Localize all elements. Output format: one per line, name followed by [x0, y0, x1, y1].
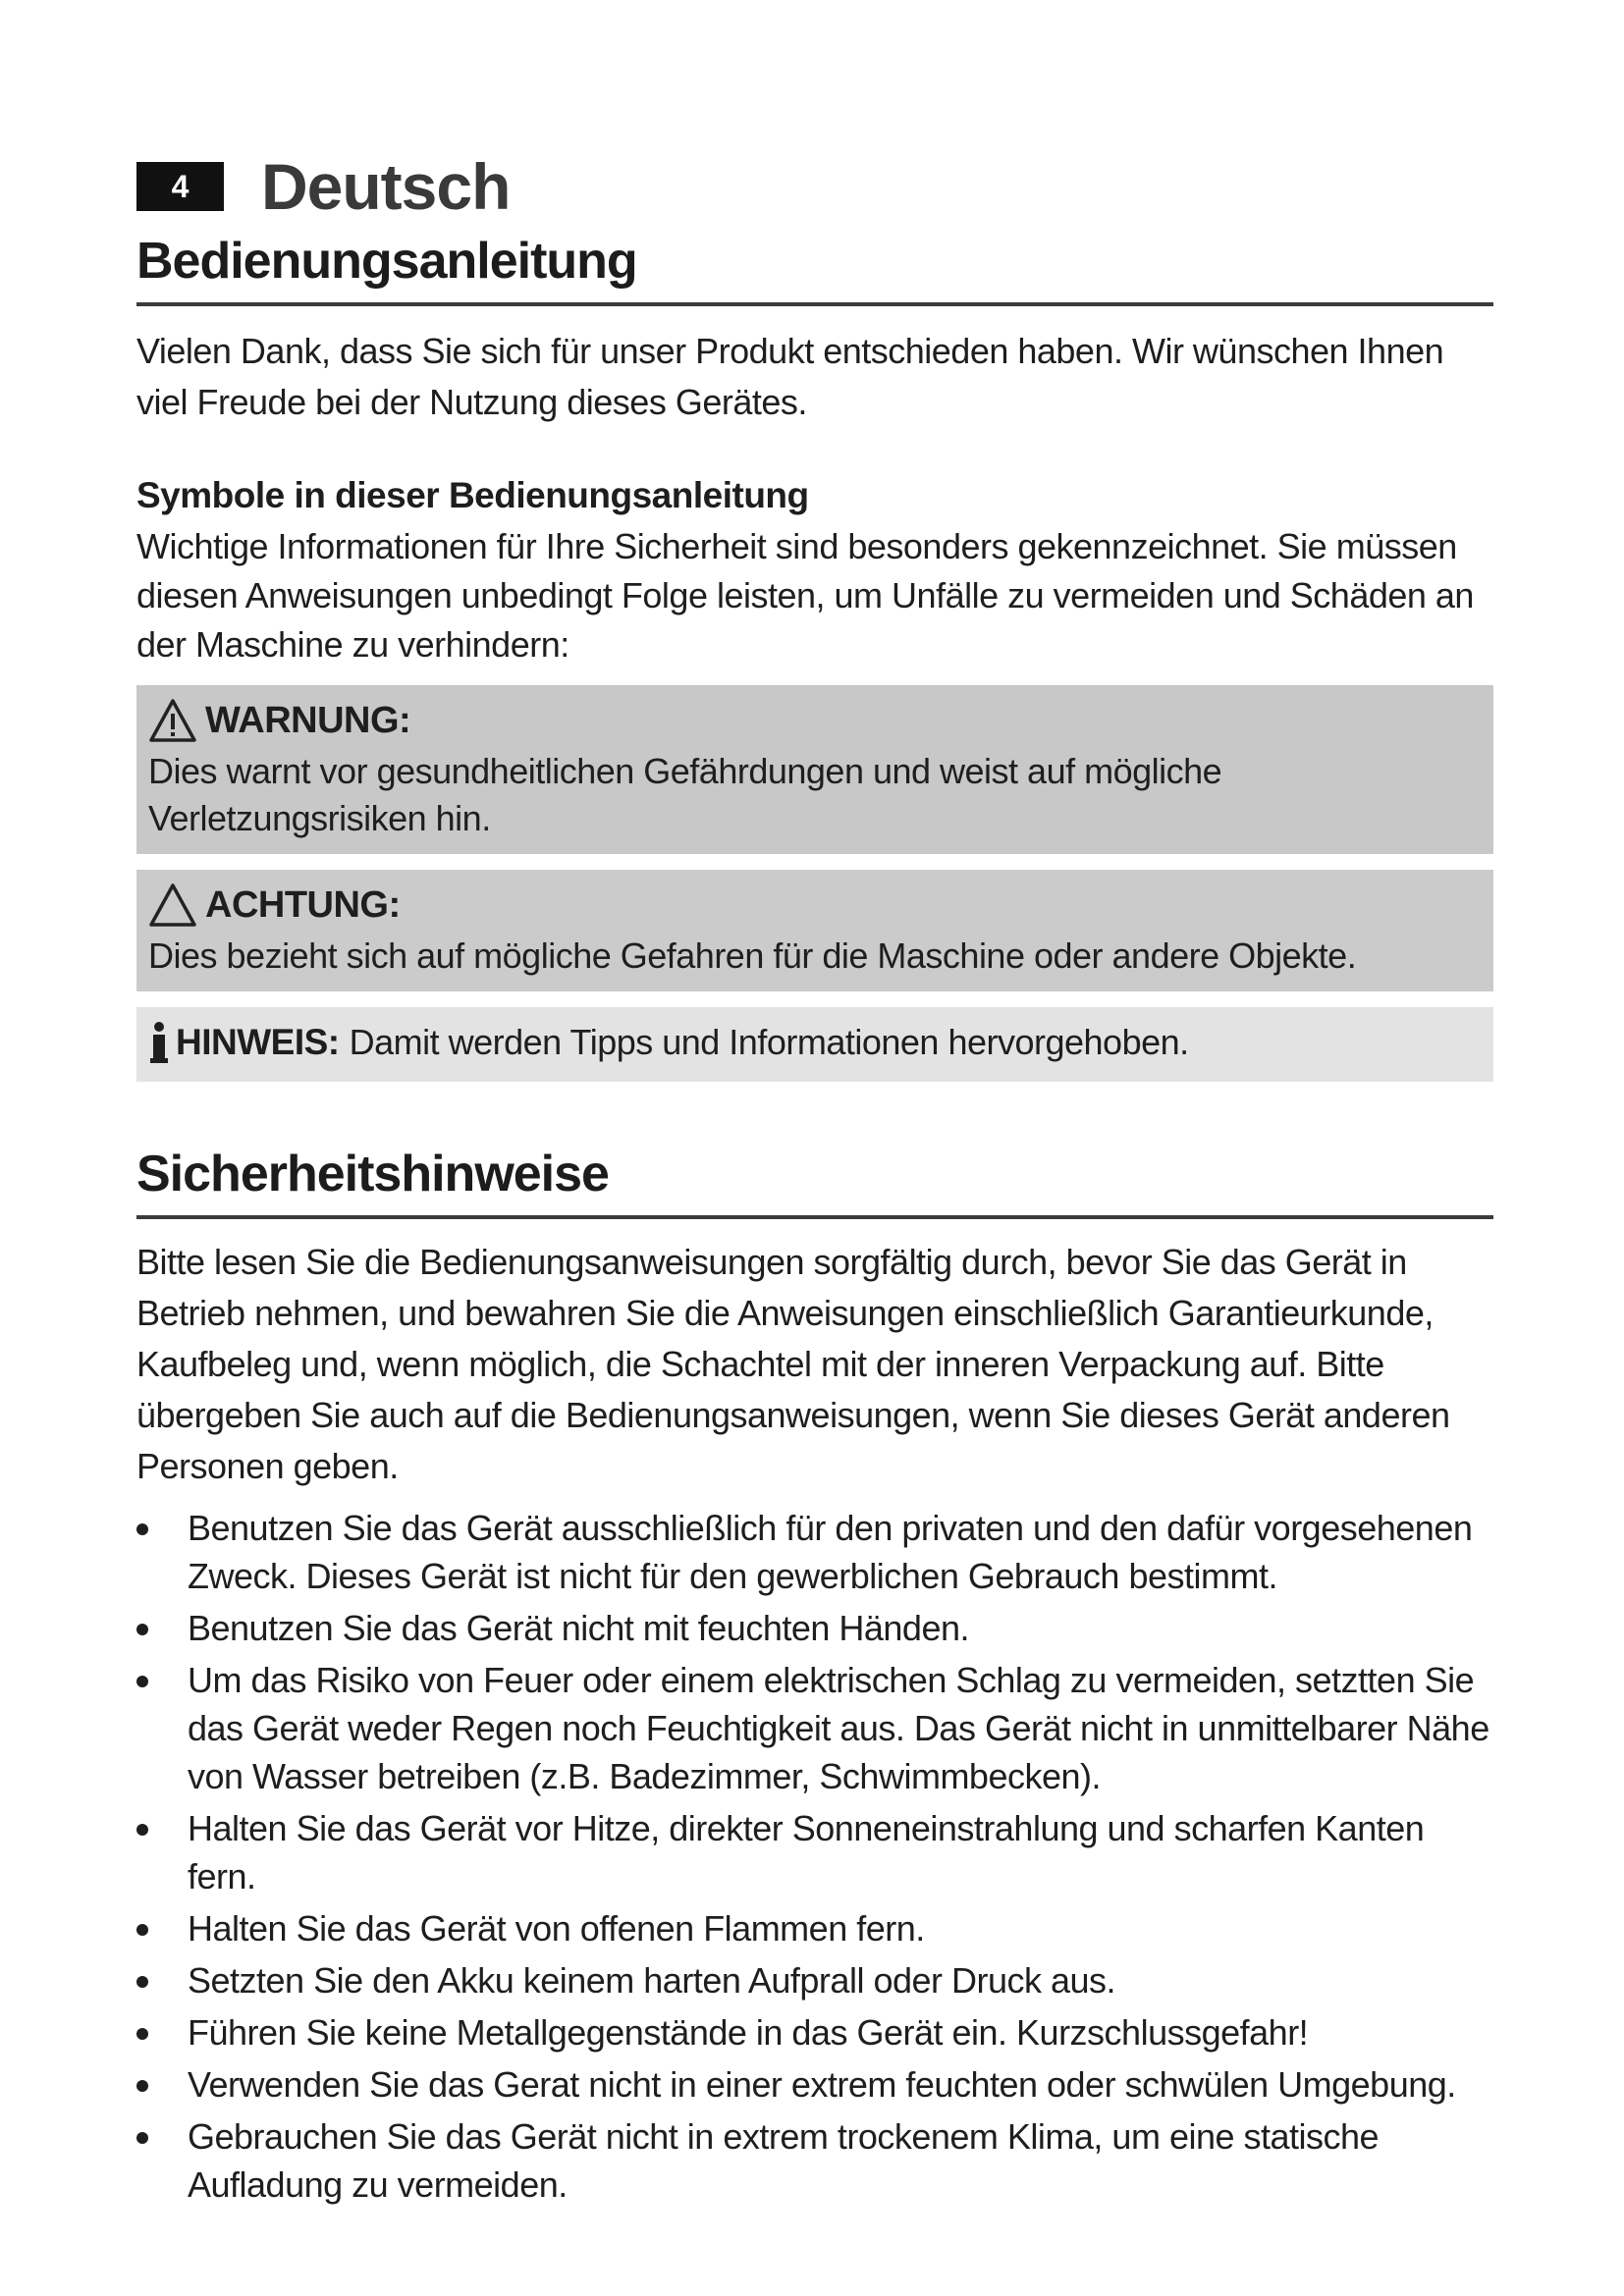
- info-icon: [148, 1021, 170, 1064]
- list-item-text: Benutzen Sie das Gerät nicht mit feuchten Händen.: [188, 1608, 969, 1648]
- list-item: [136, 1904, 1493, 1952]
- list-item-text: Verwenden Sie das Gerat nicht in einer extrem feuchten oder schwülen Umgebung.: [188, 2064, 1456, 2105]
- note-line: [148, 1021, 1482, 1064]
- language-header: [136, 147, 1493, 226]
- list-item-text: Halten Sie das Gerät vor Hitze, direkter Sonneneinstrahlung und scharfen Kanten fern.: [188, 1808, 1425, 1896]
- manual-page: [136, 147, 1493, 2213]
- list-item: [136, 1804, 1493, 1900]
- list-item-text: Halten Sie das Gerät von offenen Flammen fern.: [188, 1908, 925, 1949]
- bullet-icon: [136, 1824, 148, 1836]
- note-box: [136, 1007, 1493, 1082]
- list-item: [136, 2008, 1493, 2056]
- list-item: [136, 1504, 1493, 1600]
- list-item: [136, 1956, 1493, 2004]
- warning-triangle-icon: [148, 698, 197, 743]
- intro-text: Vielen Dank, dass Sie sich für unser Produkt entschieden haben. Wir wünschen Ihnen viel Freude bei der Nutzung dieses Gerätes.: [136, 331, 1444, 422]
- warning-label: WARNUNG:: [205, 699, 411, 741]
- bullet-icon: [136, 1624, 148, 1635]
- warning-text: Dies warnt vor gesundheitlichen Gefährdungen und weist auf mögliche Verletzungsrisiken hin.: [148, 751, 1222, 838]
- page-title: Bedienungsanleitung: [136, 232, 1493, 306]
- list-item-text: Benutzen Sie das Gerät ausschließlich für den privaten und den dafür vorgesehenen Zweck. Dieses Gerät ist nicht für den gewerblichen Gebrauch bestimmt.: [188, 1508, 1473, 1596]
- warning-header: [148, 695, 1482, 746]
- caution-box: [136, 870, 1493, 991]
- safety-heading: Sicherheitshinweise: [136, 1145, 1493, 1219]
- list-item: [136, 2060, 1493, 2109]
- bullet-icon: [136, 2132, 148, 2144]
- safety-list: [136, 1504, 1493, 2209]
- list-item-text: Führen Sie keine Metallgegenstände in das Gerät ein. Kurzschlussgefahr!: [188, 2012, 1309, 2053]
- language-title: Deutsch: [261, 150, 511, 223]
- bullet-icon: [136, 2028, 148, 2040]
- bullet-icon: [136, 1676, 148, 1687]
- list-item: [136, 1604, 1493, 1652]
- symbols-text: Wichtige Informationen für Ihre Sicherheit sind besonders gekennzeichnet. Sie müssen diesen Anweisungen unbedingt Folge leisten, um Unfälle zu vermeiden und Schäden an der Maschine zu verhindern:: [136, 526, 1474, 665]
- list-item: [136, 1656, 1493, 1800]
- caution-text: Dies bezieht sich auf mögliche Gefahren für die Maschine oder andere Objekte.: [148, 935, 1357, 976]
- bullet-icon: [136, 2080, 148, 2092]
- bullet-icon: [136, 1523, 148, 1535]
- list-item-text: Um das Risiko von Feuer oder einem elektrischen Schlag zu vermeiden, setztten Sie das Gerät weder Regen noch Feuchtigkeit aus. Das Gerät nicht in unmittelbarer Nähe von Wasser betreiben (z.B. Badezimmer, Schwimmbecken).: [188, 1660, 1489, 1796]
- list-item-text: Setzten Sie den Akku keinem harten Aufprall oder Druck aus.: [188, 1960, 1116, 2001]
- note-text: Damit werden Tipps und Informationen hervorgehoben.: [349, 1022, 1189, 1062]
- list-item-text: Gebrauchen Sie das Gerät nicht in extrem trockenem Klima, um eine statische Aufladung zu vermeiden.: [188, 2116, 1380, 2205]
- page-number-badge: 4: [136, 162, 224, 211]
- note-label: HINWEIS:: [176, 1022, 340, 1062]
- bullet-icon: [136, 1924, 148, 1936]
- caution-header: [148, 880, 1482, 931]
- caution-triangle-icon: [148, 882, 197, 928]
- symbols-heading: Symbole in dieser Bedienungsanleitung: [136, 475, 809, 515]
- list-item: [136, 2112, 1493, 2209]
- caution-label: ACHTUNG:: [205, 883, 401, 926]
- safety-intro-text: Bitte lesen Sie die Bedienungsanweisungen sorgfältig durch, bevor Sie das Gerät in Betrieb nehmen, und bewahren Sie die Anweisungen einschließlich Garantieurkunde, Kaufbeleg und, wenn möglich, die Schachtel mit der inneren Verpackung auf. Bitte übergeben Sie auch auf die Bedienungsanweisungen, wenn Sie dieses Gerät anderen Personen geben.: [136, 1242, 1450, 1486]
- warning-box: [136, 685, 1493, 854]
- bullet-icon: [136, 1976, 148, 1988]
